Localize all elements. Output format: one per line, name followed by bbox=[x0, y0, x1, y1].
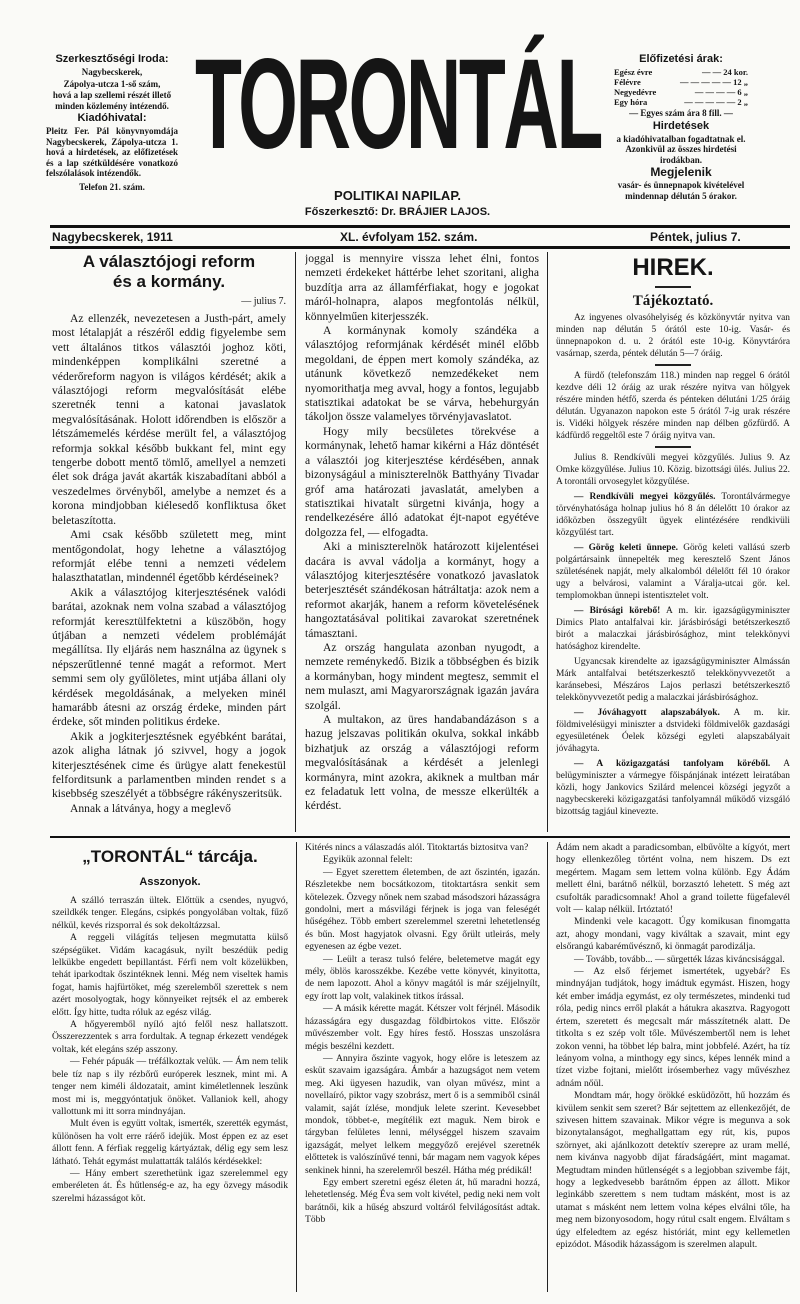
dateline-place: Nagybecskerek, 1911 bbox=[52, 230, 173, 244]
paragraph: Az ellenzék, nevezetesen a Justh-párt, amely most létalapját a részéről eddig figyelembe sem vett általános titkos választói joghoz köti, mindenképpen komplikálni szeretné a véderőreform nagyon is világos kérdését; akik a választójogi reform megvalósítását elébe szeretnék tenni a katonai javaslatok megvalósításának. Holott időrendben is először a létszámemelés kérdése merült fel, a választójog reformja sokkal később bukkant fel, mint egy tengerbe dobott mentő tömlő, amellyel a nemzeti élet sok drága javát akarták kiszabadítani abból a veszedelmes örvényből, amelybe a nemzet és a korona mindjobban kiélesedő konfliktusa őket beletaszította. bbox=[52, 312, 286, 527]
single-price: — Egyes szám ára 8 fill. — bbox=[629, 108, 733, 118]
price-label: Egész évre bbox=[614, 67, 653, 77]
news-item-text: Az ingyenes olvasóhelyiség és közkönyvtár nyitva van minden nap délután 5 órától este 10-ig. Vasár- és ünnepnapokon d. u. 2 órától este 10-ig. Könyvtárórа vasárnap, szerda, péntek délután 5—7 óráig. bbox=[556, 313, 790, 359]
column-divider bbox=[296, 842, 297, 1292]
news-item-text: A belügyminiszter a vármegye főispánjának intézett leiratában közli, hogy Jankovics Szilárd melencei községi jegyzőt a nagybecskereki közigazgatási tanfolyamnál működő vizsgáló bizottság tagjául kinevezte. bbox=[556, 759, 790, 817]
news-item-text: Torontálvármegye törvényhatósága holnap julius hó 8 án délelőtt 10 órakor az időközben összegyűlt ügyek elintézésére rendkivüli közgyűlést tart. bbox=[556, 492, 790, 538]
column-divider bbox=[547, 252, 548, 832]
newspaper-title: TORONTÁL bbox=[194, 33, 601, 176]
prices-heading: Előfizetési árak: bbox=[639, 53, 723, 65]
paragraph: Akik a jogkiterjesztésnek egyébként barátai, azok aligha látnak jó szivvel, hogy a jogok kiterjesztésének cime és ürügye alatt fenekestül felforditsunk a parlamentben minden rendet s a kisebbség szeszélyét a többségre rákényszeritsük. bbox=[52, 729, 286, 801]
paragraph: Mult éven is együtt voltak, ismerték, szerették egymást, különösen ha volt erre ráérő idejük. Most éppen ez az eset állott fenn. A férfiak reggelig kártyáztak, délig egy sem lesz látható. Tehát egymást mulattatták találós kérdésekkel: bbox=[52, 1118, 288, 1167]
news-item-lead: — Görög keleti ünnepe. bbox=[574, 543, 678, 553]
phone: Telefon 21. szám. bbox=[79, 181, 145, 192]
paragraph: Mondtam már, hogy örökké esküdözött, hű hozzám és kivülem senkit sem szeret? Bár sejtettem az ellenkezőjét, de szivesen hittem szavainak. Mikor végre is megunva a sok bizonytalanságot, meghallgattam egy rút, kis, pupos szörnyet, aki ajánlkozott detektív szerepre az uram mellé, nem kivánva nagyobb díjat fáradságáért, mint magamat. Megtudtam minden hűtlenségét s a legjobban szivembe fájt, hogy a legkedvesebb barátnőm éppen az állott. Mikor leginkább szerettem s nem tudtam másként, most is az utamat s másként nem lettem volna képes elválni tőle, ha meg nem bizonyosodom, hogy rútul csalt engem. Elváltam s úgy elfeledtem az egész históriát, mint egy kellemetlen epizódot. Második házasságom is szerelmen alapult. bbox=[556, 1090, 790, 1250]
news-item-lead: — Birósági körebő! bbox=[574, 606, 661, 616]
news-item bbox=[556, 656, 790, 704]
news-item-text: Ugyancsak kirendelte az igazságügyminiszter Almássán Márk antalfalvai betétszerkesztő telekkönyvvezetőt a karánsebesi, Mészáros Lajos perlaszi betétszerkesztő telekkönyvvezetőt pedig a malaczkai járásbirósághoz. bbox=[556, 657, 790, 703]
ads-heading: Hirdetések bbox=[652, 119, 710, 132]
price-value: — — — — 6 „ bbox=[694, 87, 748, 97]
news-item-text: Julius 8. Rendkívüli megyei közgyűlés. Julius 9. Az Omke közgyűlése. Julius 10. Közig. bizottsági ülés. Julius 22. A torontáli orvosegylet közgyűlése. bbox=[556, 453, 790, 487]
office-heading: Szerkesztőségi Iroda: bbox=[55, 53, 169, 65]
news-item bbox=[556, 758, 790, 818]
paragraph: — Leült a terasz tulsó felére, beletemetve magát egy mély, öblös karosszékbe. Kezébe vette könyvét, kinyitotta, de nem lapozott. Ahol a könyv magától is már széjjelnyílt, egy írott lap volt, valakinek titkos írással. bbox=[305, 953, 540, 1002]
paragraph: — Tovább, tovább... — sürgették lázas kiváncsisággal. bbox=[574, 953, 785, 965]
price-row bbox=[614, 77, 748, 87]
paragraph: Egyikük azonnal felelt: bbox=[323, 854, 413, 866]
dateline-volume: XL. évfolyam 152. szám. bbox=[340, 230, 478, 244]
price-value: — — — — — 12 „ bbox=[680, 77, 748, 87]
feuilleton-rule bbox=[50, 836, 790, 838]
news-item-text: A m. kir. földmivelésügyi miniszter a dstvideki földmivelők gazdasági egyesületének Óelek községi egyleti alapszabályait jóváhagyta. bbox=[556, 708, 790, 754]
ornament-divider bbox=[655, 446, 691, 448]
news-item bbox=[556, 707, 790, 755]
news-item-lead: — Rendkívüli megyei közgyűlés. bbox=[574, 492, 716, 502]
ads-text: a kiadóhivatalban fogadtatnak el. Azonkivül az összes hirdetési irodákban. bbox=[616, 133, 746, 165]
editorial-column-1 bbox=[52, 252, 286, 830]
paragraph: Annak a látványa, hogy a meglevő bbox=[70, 801, 231, 815]
price-row bbox=[614, 97, 748, 107]
paragraph: Kitérés nincs a válaszadás alól. Titoktartás biztositva van? bbox=[305, 842, 529, 853]
news-item bbox=[556, 370, 790, 442]
feuilleton-column-3 bbox=[556, 842, 790, 1292]
paragraph: A multakon, az üres handabandázáson s a hazug jelszavas politikán okulva, sokkal inkább bizhatjuk az ország a választójogi reform megvalósításának a kérdését a jelenlegi kormányra, mint azokra, akiknek a multban már ez feladatuk lett volna, de messze elkerülték a kérdést. bbox=[305, 713, 539, 813]
paragraph: A kormánynak komoly szándéka a választójog reformjának kérdését minél előbb megoldani, de éppen mert komoly szándéka, az utánunk következő nemzedékeket nem nyomorithatja meg avval, hogy a fontos, legujabb statisztikai adatokat be se várva, hebehurgyán tákoljon össze valamelyes törvényjavaslatot. bbox=[305, 324, 539, 424]
editorial-date: — julius 7. bbox=[241, 296, 286, 307]
news-item bbox=[556, 605, 790, 653]
editorial-office-box bbox=[46, 52, 178, 193]
dateline-date: Péntek, julius 7. bbox=[650, 230, 741, 244]
subscription-box bbox=[614, 52, 748, 202]
masthead-rule bbox=[50, 225, 790, 228]
newspaper-subtitle: POLITIKAI NAPILAP. bbox=[334, 188, 461, 203]
paragraph: A hőgyeremből nyíló ajtó felől nesz hallatszott. Összerezzentek s arra fordultak. A tegnap érkezett vendégek voltak, két elegáns szép asszony. bbox=[52, 1019, 288, 1055]
dateline-rule bbox=[50, 246, 790, 249]
news-column bbox=[556, 252, 790, 830]
office-line: Zápolya-utcza 1-ső szám, bbox=[63, 78, 161, 89]
paragraph: — Hány embert szerethetünk igaz szerelemmel egy emberéleten át. És hűtlenség-e az, ha egy özvegy második szerelmi házasságot köt. bbox=[52, 1167, 288, 1204]
news-item-text: Görög keleti vallású szerb polgártársaink ünnepelték meg keresztelő Szent János születésének napját, mely alkalomból délelőtt fél 10 órakor ugy a belvárosi, valamint a Váralja-utcai gör. kel. templomokban ünnepi istentisztelet volt. bbox=[556, 543, 790, 601]
column-divider bbox=[547, 842, 548, 1292]
paragraph: Ami csak később született meg, mint mentőgondolat, hogy lehetne a választójog reformját elébe tenni a nemzeti védelem halaszthatatlan, mindennél égetőbb kérdéseinek? bbox=[52, 528, 286, 585]
ornament-divider bbox=[655, 286, 691, 288]
news-item bbox=[556, 452, 790, 488]
price-label: Egy hóra bbox=[614, 97, 648, 107]
paragraph: A szálló terraszán ültek. Előttük a csendes, nyugvó, szeildkék tenger. Elegáns, csipkés pongyolában voltak, fűző nélkül, kevés rizsporral és sok dekoltázzsal. bbox=[52, 895, 288, 931]
appears-text: vasár- és ünnepnapok kivételével mindennap délután 5 órakor. bbox=[617, 180, 745, 201]
news-item bbox=[556, 491, 790, 539]
ornament-divider bbox=[655, 364, 691, 366]
price-value: — — 24 kor. bbox=[702, 67, 748, 77]
paragraph: Akik a választójog kiterjesztésének valódi barátai, azoknak nem volna szabad a választójog reformját keresztülfektetni a küszöbön, hogy útjában a nemzeti védelem problémáját megállítsa. Ily eljárás nem használna az ügynek s népszerűtlenné tenné magát a reformot. Mert semmi sem oly gyűlöletes, mint utjába állani oly kérdések megoldásának, a melyeken minél hamarább átesni az ország érdeke, minden párt érdeke, sőt minden politikus érdeke. bbox=[52, 585, 286, 729]
column-divider bbox=[295, 252, 296, 832]
paragraph: — Fehér pápuák — tréfálkoztak velük. — Ám nem telik bele tíz nap s ily rézbőrű európerek lesznek, mint mi. A tenger nem kiméli áldozatait, amint kiméletlennek leszünk most mi is, meggyóntatjuk önöket. Vallaniok kell, ahogy vallottunk mi itt sorra mindnyájan. bbox=[52, 1056, 288, 1117]
price-row bbox=[614, 67, 748, 77]
office-line: Nagybecskerek, bbox=[81, 67, 143, 77]
paragraph: — Annyira őszinte vagyok, hogy előre is leteszem az esküt szavaim igazságára. Ámbár a hazugságot nem vetem meg. Aki ügyesen hazudik, van olyan művész, mint a novellaíró, piktor vagy szobrász, mert ő is a semmiből csinál valamit, saját ízlése, mondjuk lelete szerint. Kevesebbet mondok, többet-e, megítélik ezt maguk. Nem birok e tárgyban felületes lenni, mélységgel hiszem szavaim igazságát, melyet lelkem meggyőző erejével szeretnék előttetek is valószínűvé tenni, bár magam nem vagyok képes senkinek hinni, ha szerelemről beszél. Hátha még prédikál! bbox=[305, 1052, 540, 1176]
paragraph: A reggeli világítás teljesen megmutatta külső szépségüket. Vidám kacagásuk, nyilt beszédük pedig lelkükbe engedett bepillantást. Férfi nem volt közelükben, tehát iparkodtak őszintéknek lenni. Még nem viseltek hamis fogat, hamis hajfürtöket, még szerelemből szerettek s nem azért mosolyogtak, hogy könnyeiket rejtsék el az emberek előtt. Így hitte, tudta róluk az egész világ. bbox=[52, 932, 288, 1018]
paragraph: Hogy mily becsületes törekvése a kormánynak, lehető hamar kikérni a Ház döntését a választói jog kiterjesztése kérdésében, annak bizonyságául a miniszterelnök Batthyány Tivadar gróf ama határozati javaslatát, amelyben a statisztikai hivatalt sürgetni kivánja, hogy a rendelkezésére álló adatokat éjt-napot egyétéve dolgozza fel, — elfogadta. bbox=[305, 424, 539, 539]
editorial-title: A választójogi reform és a kormány. bbox=[82, 252, 256, 291]
price-row bbox=[614, 87, 748, 97]
publisher-heading: Kiadóhivatal: bbox=[77, 112, 147, 124]
appears-heading: Megjelenik bbox=[650, 165, 712, 179]
publisher-text: Pleitz Fer. Pál könyvnyomdája Nagybecskerek, Zápolya-utcza 1. hová a hirdetések, az előfizetések és a lap szétküldésére vonatkozó felszólalások intézendők. bbox=[46, 126, 178, 178]
news-item bbox=[556, 542, 790, 602]
office-line: hová a lap szellemi részét illető minden közlemény intézendő. bbox=[52, 90, 172, 111]
feuilleton-heading: „TORONTÁL“ tárcája. bbox=[82, 847, 258, 866]
paragraph: Egy embert szeretni egész életen át, hű maradni hozzá, lehetetlenség. Még Éva sem volt kivétel, pedig neki nem volt barátnői, kik a hűség abszurd voltáról felvilágosítást adtak. Több bbox=[305, 1176, 540, 1226]
paragraph: — Egyet szerettem életemben, de azt őszintén, igazán. Részletekbe nem bocsátkozom, titoktartásra senkit sem kötelezek. Özvegy nőnek nem szabad másodszori házasságra gondolni, mert a másvilági férjnek is joga van feleségét hűségéhez. Több embert szerelemmel szeretni lehetetlenség és bűn. Most hagyjatok olvasni. Egy őrült utleirás, mely egyenesen az égbe vezet. bbox=[305, 866, 540, 953]
editor-in-chief: Főszerkesztő: Dr. BRÁJIER LAJOS. bbox=[304, 206, 491, 218]
price-value: — — — — — 2 „ bbox=[684, 97, 748, 107]
paragraph: Mindenki vele kacagott. Úgy komikusan finomgatta azt, ahogy mondani, vagy kiváltak a szavait, mint egy elsőrangú kabaréművésznő, ki önmagát parodizálja. bbox=[556, 916, 790, 953]
feuilleton-column-1 bbox=[52, 842, 288, 1292]
news-item-text: A fürdő (telefonszám 118.) minden nap reggel 6 órától kezdve déli 12 óráig az urak részére nyitva van hölgyek részére minden hétfő, szerda és pénteken délutáni 1/25 óráig délután. Ugyanazon napokon este 5 órától 7-ig urak részére is. Vidéki hölgyek részére minden nap délben gőzfürdő. A kádfürdő reggeltől este 7 óráig nyitva van. bbox=[556, 371, 790, 441]
news-item-lead: — A közigazgatási tanfolyam köréből. bbox=[574, 759, 771, 769]
paragraph: — Az első férjemet ismertétek, ugyebár? Es mindnyájan tudjátok, hogy imádtuk egymást. Hiszen, hogy két ember imádja egymást, ez oly természetes, mindenki tud róla, pedig nincs erről plakát a hátukra akasztva. Ragyogott értem, szeretett és megcsalt már másszítetnék alatt. De titkolta s ez szép volt tőle. Művészembertől nem is lehet zokon venni, ha többet lép balra, mint jobbfelé. Azért, ha tíz leányom volna, a minthogy egy sincs, képes lennék mind a tízet vizbe fojtani, mielőtt irósemberhez vagy művészhez adnám nőül. bbox=[556, 966, 790, 1089]
paragraph: — A másik kérette magát. Kétszer volt férjnél. Második házasságára egy dusgazdag földbirtokos vitte. Először művészember volt. Egy híres festő. Hosszas unszolásra mégis beszélni kezdett. bbox=[305, 1003, 540, 1052]
price-label: Negyedévre bbox=[614, 87, 657, 97]
news-heading: HIREK. bbox=[632, 254, 714, 281]
news-item-lead: — Jóváhagyott alapszabályok. bbox=[574, 708, 720, 718]
news-subheading: Tájékoztató. bbox=[632, 293, 714, 309]
feuilleton-title: Asszonyok. bbox=[139, 876, 201, 888]
paragraph: Aki a miniszterelnök határozott kijelentései dacára is avval vádolja a kormányt, hogy a választójog kiterjesztésére vonatkozó javaslatok beterjesztését szándékosan hátráltatja: azok nem a reformot akarják, hanem a reform követelésének hangoztatásával politikai zavarokat szeretnének támasztani. bbox=[305, 540, 539, 640]
masthead bbox=[185, 33, 610, 180]
paragraph: Az ország hangulata azonban nyugodt, a nemzete reménykedő. Bizik a többségben és bizik a kormányban, hogy mindent megtesz, semmit el nem mulaszt, ami Magyarországnak igazán javára szolgál. bbox=[305, 640, 539, 712]
feuilleton-column-2 bbox=[305, 842, 540, 1292]
price-label: Félévre bbox=[614, 77, 641, 87]
editorial-column-2 bbox=[305, 252, 539, 830]
paragraph: joggal is mennyire vissza lehet élni, fontos nemzeti érdekeket háttérbe lehet szoritani, aligha buzdítja arra az államférfiakat, hogy e jogokat máról-holnapra, alapos megfontolás nélkül, könnyelműen kiterjesszék. bbox=[305, 252, 539, 323]
news-item bbox=[556, 312, 790, 360]
news-item-text: A m. kir. igazságügyminiszter Dimics Plato antalfalvai kir. járásbirósági betétszerkesztő birót a malaczkai járásbirósághoz, mint telekkönyvi hatósághoz kirendelte. bbox=[556, 606, 790, 652]
paragraph: Ádám nem akadt a paradicsomban, elbűvölte a kígyót, mert hogy ellenkezőleg történt volna, nem hiszem. Ds ezt megértem. Magam sem lettem volna különb. Egy Ádám mellett élni, barátnő nélkül, borzasztó lehetett. S még azt csufolták paradicsomnak! Ahol a grand toilette fügefalevél volt — kalap nélkül. Irtóztató! bbox=[556, 842, 790, 916]
